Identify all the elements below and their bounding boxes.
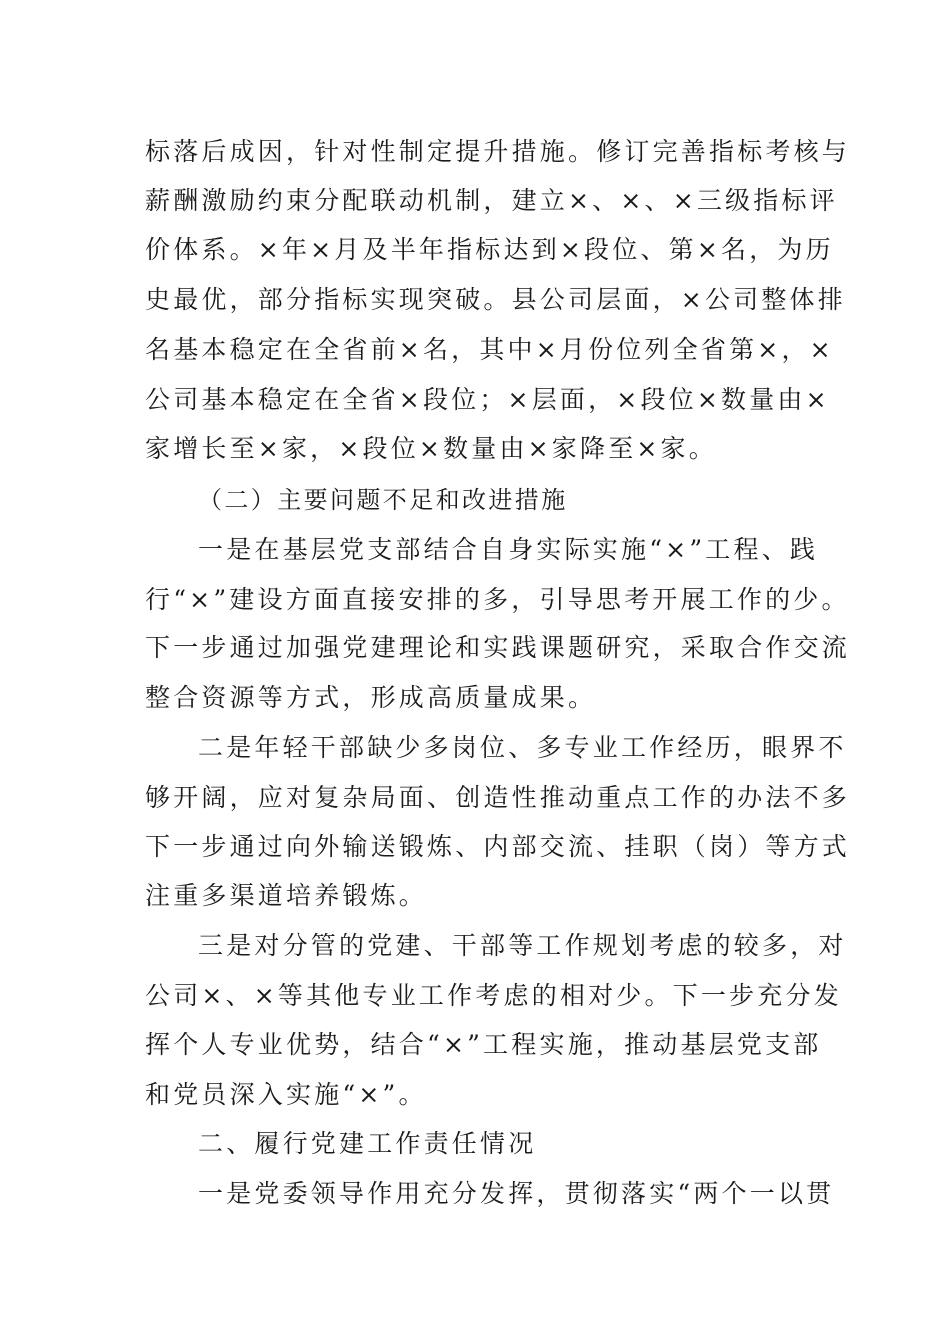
paragraph-2-line-2: 够开阔，应对复杂局面、创造性推动重点工作的办法不多 (145, 783, 851, 812)
paragraph-3-line-1: 三是对分管的党建、干部等工作规划考虑的较多，对 (198, 931, 847, 960)
paragraph-1-line-2: 行“×”建设方面直接安排的多，引导思考开展工作的少。 (145, 585, 850, 614)
body-line-7: 家增长至×家，×段位×数量由×家降至×家。 (145, 434, 717, 463)
paragraph-3-line-2: 公司×、×等其他专业工作考虑的相对少。下一步充分发 (145, 981, 842, 1010)
section-heading-2: （二）主要问题不足和改进措施 (198, 486, 568, 514)
body-line-6: 公司基本稳定在全省×段位；×层面，×段位×数量由× (145, 385, 830, 414)
body-line-5: 名基本稳定在全省前×名，其中×月份位列全省第×，× (145, 335, 834, 364)
paragraph-3-line-3: 挥个人专业优势，结合“×”工程实施，推动基层党支部 (145, 1030, 822, 1059)
body-line-2: 薪酬激励约束分配联动机制，建立×、×、×三级指标评 (145, 186, 838, 215)
section-heading-two: 二、履行党建工作责任情况 (198, 1129, 537, 1158)
paragraph-2-line-3: 下一步通过向外输送锻炼、内部交流、挂职（岗）等方式 (145, 832, 851, 861)
paragraph-4-line-1: 一是党委领导作用充分发挥，贯彻落实“两个一以贯 (198, 1179, 835, 1208)
paragraph-2-line-1: 二是年轻干部缺少多岗位、多专业工作经历，眼界不 (198, 733, 847, 762)
paragraph-1-line-1: 一是在基层党支部结合自身实际实施“×”工程、践 (198, 535, 819, 564)
paragraph-1-line-3: 下一步通过加强党建理论和实践课题研究，采取合作交流 (145, 633, 851, 662)
paragraph-2-line-4: 注重多渠道培养锻炼。 (145, 881, 428, 910)
body-line-4: 史最优，部分指标实现突破。县公司层面，×公司整体排 (145, 285, 846, 314)
paragraph-3-line-4: 和党员深入实施“×”。 (145, 1080, 427, 1109)
body-line-3: 价体系。×年×月及半年指标达到×段位、第×名，为历 (145, 235, 834, 264)
body-line-1: 标落后成因，针对性制定提升措施。修订完善指标考核与 (145, 137, 851, 166)
paragraph-1-line-4: 整合资源等方式，形成高质量成果。 (145, 683, 597, 712)
